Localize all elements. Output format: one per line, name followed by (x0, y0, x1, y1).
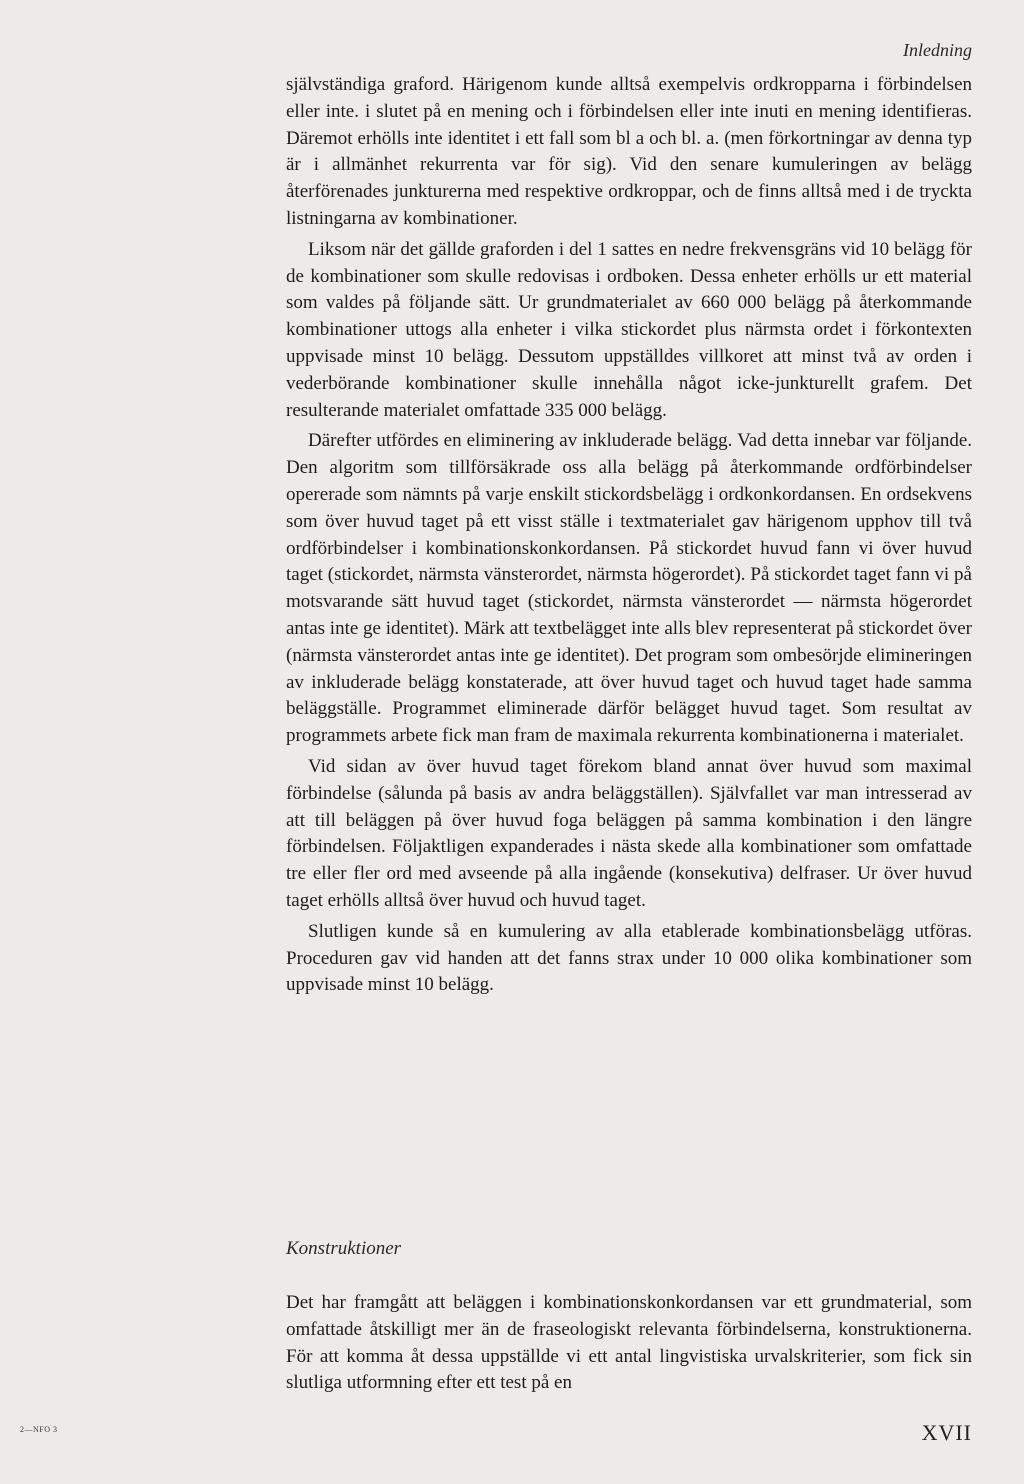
section-text (286, 1290, 972, 1397)
paragraph-4: Vid sidan av över huvud taget förekom bland annat över huvud som maximal förbindelse (sålunda på basis av andra beläggställen). Självfallet var man intresserad av att till beläggen på över huvud foga beläggen på samma kombination i den längre förbindelsen. Följaktligen expanderades i nästa skede alla kombinationer som omfattade tre eller fler ord med avseende på alla ingående (konsekutiva) delfraser. Ur över huvud taget erhölls alltså över huvud och huvud taget. (286, 755, 972, 911)
section-paragraph: Det har framgått att beläggen i kombinationskonkordansen var ett grundmaterial, som omfattade åtskilligt mer än de fraseologiskt relevanta förbindelserna, konstruktionerna. För att komma åt dessa uppställde vi ett antal lingvistiska urvalskriterier, som fick sin slutliga utformning efter ett test på en (286, 1292, 972, 1394)
paragraph-3: Därefter utfördes en eliminering av inkluderade belägg. Vad detta innebar var följande. Den algoritm som tillförsäkrade oss alla belägg på återkommande ordförbindelser opererade som nämnts på varje enskilt stickordsbelägg i ordkonkordansen. En ordsekvens som över huvud taget på ett visst ställe i textmaterialet gav härigenom upphov till två ordförbindelser i kombinationskonkordansen. På stickordet huvud fann vi över huvud taget (stickordet, närmsta vänsterordet, närmsta högerordet). På stickordet taget fann vi på motsvarande sätt huvud taget (stickordet, närmsta vänsterordet — närmsta högerordet antas inte ge identitet). Märk att textbelägget inte alls blev representerat på stickordet över (närmsta vänsterordet antas inte ge identitet). Det program som ombesörjde elimineringen av inkluderade belägg konstaterade, att över huvud taget och huvud taget hade samma beläggställe. Programmet eliminerade därför belägget huvud taget. Som resultat av programmets arbete fick man fram de maximala rekurrenta kombinationerna i materialet. (286, 430, 972, 747)
paragraph-5: Slutligen kunde så en kumulering av alla etablerade kombinationsbelägg utföras. Proceduren gav vid handen att det fanns strax under 10 000 olika kombinationer som uppvisade minst 10 belägg. (286, 920, 972, 996)
main-text (286, 72, 972, 999)
section-heading: Konstruktioner (286, 1238, 402, 1259)
running-head: Inledning (903, 40, 972, 60)
printer-signature: 2—NFO 3 (20, 1425, 58, 1434)
paragraph-1: självständiga graford. Härigenom kunde alltså exempelvis ordkropparna i förbindelsen eller inte. i slutet på en mening och i förbindelsen eller inte inuti en mening identifieras. Däremot erhölls inte identitet i ett fall som bl a och bl. a. (men förkortningar av denna typ är i allmänhet rekurrenta var för sig). Vid den senare kumuleringen av belägg återförenades junkturerna med respektive ordkroppar, och de finns alltså med i de tryckta listningarna av kombinationer. (286, 74, 972, 229)
page-number: XVII (921, 1420, 972, 1445)
paragraph-2: Liksom när det gällde graforden i del 1 sattes en nedre frekvensgräns vid 10 belägg för de kombinationer som skulle redovisas i ordboken. Dessa enheter erhölls ur ett material som valdes på följande sätt. Ur grundmaterialet av 660 000 belägg på återkommande kombinationer uttogs alla enheter i vilka stickordet plus närmsta ordet i förkontexten uppvisade minst 10 belägg. Dessutom uppställdes villkoret att minst två av orden i vederbörande kombinationer skulle innehålla något icke-junkturellt grafem. Det resulterande materialet omfattade 335 000 belägg. (286, 238, 972, 421)
